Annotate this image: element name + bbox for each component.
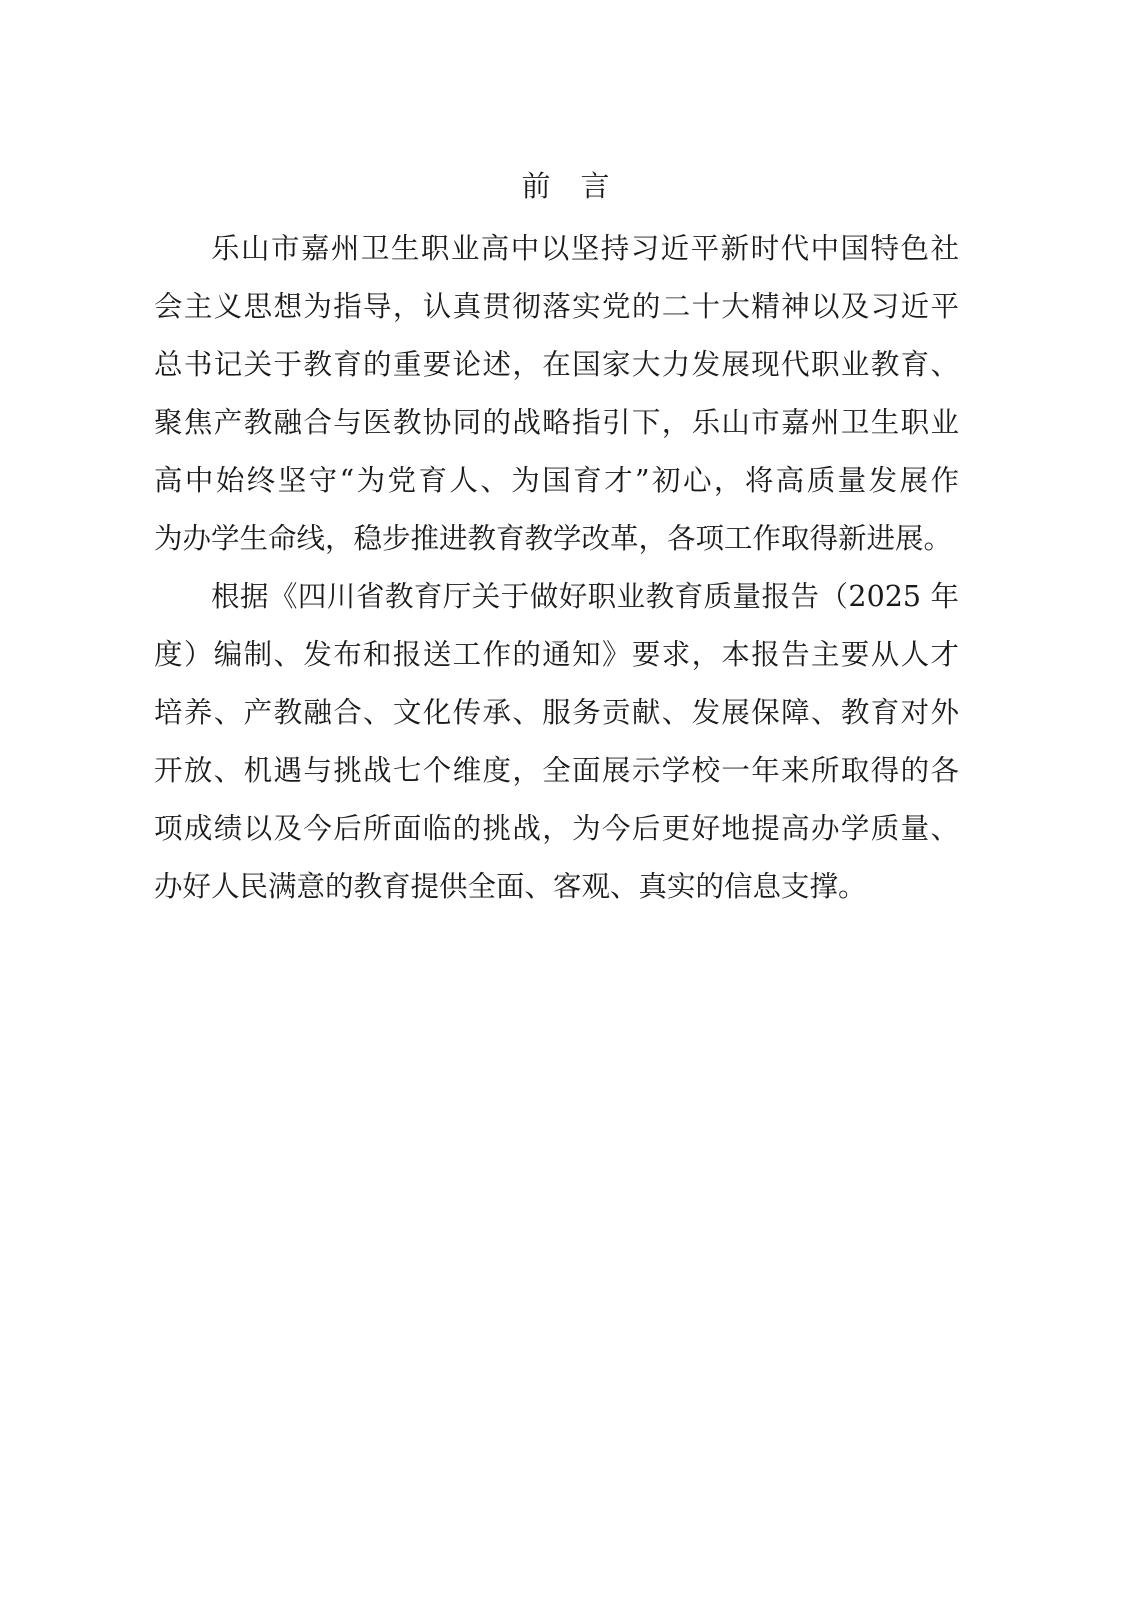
paragraph-line: 为办学生命线，稳步推进教育教学改革，各项工作取得新进展。 [154, 522, 953, 555]
body-text [154, 220, 959, 916]
paragraph-line: 会主义思想为指导，认真贯彻落实党的二十大精神以及习近平 [154, 290, 959, 323]
title-char-1: 前 [521, 169, 551, 203]
paragraph-line: 项成绩以及今后所面临的挑战，为今后更好地提高办学质量、 [154, 812, 959, 845]
title-char-2: 言 [580, 169, 610, 203]
paragraph-line: 总书记关于教育的重要论述，在国家大力发展现代职业教育、 [154, 348, 959, 381]
paragraph-line: 度）编制、发布和报送工作的通知》要求，本报告主要从人才 [154, 638, 959, 671]
paragraph-line: 高中始终坚守“为党育人、为国育才”初心，将高质量发展作 [154, 464, 959, 497]
paragraph-line: 聚焦产教融合与医教协同的战略指引下，乐山市嘉州卫生职业 [154, 406, 959, 439]
paragraph-line: 培养、产教融合、文化传承、服务贡献、发展保障、教育对外 [154, 696, 959, 729]
paragraph-line: 办好人民满意的教育提供全面、客观、真实的信息支撑。 [154, 870, 867, 903]
paragraph-1 [154, 220, 959, 568]
page-title [0, 168, 1131, 204]
paragraph-line: 乐山市嘉州卫生职业高中以坚持习近平新时代中国特色社 [211, 232, 959, 265]
paragraph-2 [154, 568, 959, 916]
paragraph-line: 根据《四川省教育厅关于做好职业教育质量报告（2025 年 [211, 580, 959, 613]
paragraph-line: 开放、机遇与挑战七个维度，全面展示学校一年来所取得的各 [154, 754, 959, 787]
